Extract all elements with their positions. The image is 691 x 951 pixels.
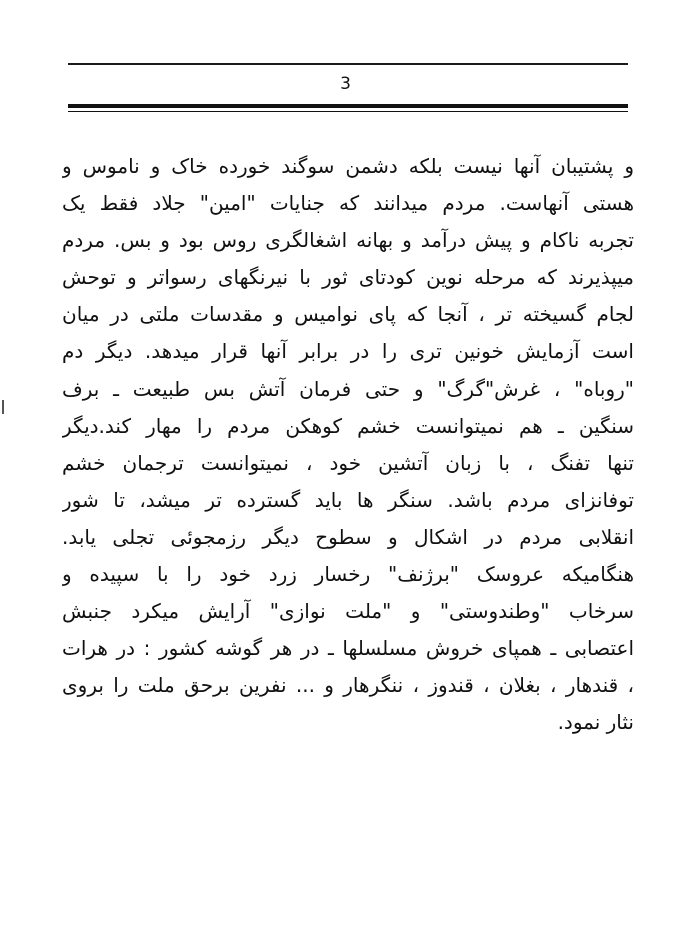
text-line: هستی آنهاست. مردم میدانند که جنایات "امین" جلاد فقط یک	[62, 191, 634, 216]
body-text	[62, 148, 634, 742]
page-number: 3	[340, 74, 351, 94]
text-line: تنها تفنگ ، با زبان آتشین خود ، نمیتوانست ترجمان خشم	[62, 450, 634, 475]
text-line: لجام گسیخته تر ، آنجا که پای نوامیس و مقدسات ملتی در میان	[62, 302, 634, 327]
text-line: اعتصابی ـ همپای خروش مسلسلها ـ در هر گوشه کشور : در هرات	[62, 636, 634, 661]
text-line: "روباه" ، غرش"گرگ" و حتی فرمان آتش بس طبیعت ـ برف	[62, 376, 634, 401]
text-line: سرخاب "وطندوستی" و "ملت نوازی" آرایش میکرد جنبش	[62, 599, 634, 624]
text-line: توفانزای مردم باشد. سنگر ها باید گسترده تر میشد، تا شور	[62, 487, 634, 512]
header-thick-rule	[68, 104, 628, 108]
text-line: و پشتیبان آنها نیست بلکه دشمن سوگند خورده خاک و ناموس و	[62, 154, 634, 178]
text-line: سنگین ـ هم نمیتوانست خشم کوهکن مردم را مهار کند.دیگر	[62, 413, 634, 438]
text-line: هنگامیکه عروسک "برژنف" رخسار زرد خود را با سپیده و	[62, 562, 634, 587]
text-line: تجربه ناکام و پیش درآمد و بهانه اشغالگری روس بود و بس. مردم	[62, 228, 634, 253]
header-thin-rule	[68, 111, 628, 112]
header-top-rule	[68, 63, 628, 65]
text-line: میپذیرند که مرحله نوین کودتای ثور با نیرنگهای رسواتر و توحش	[62, 265, 634, 290]
text-line: است آزمایش خونین تری را در برابر آنها قرار میدهد. دیگر دم	[62, 339, 634, 364]
scan-margin-mark	[2, 400, 4, 414]
text-line: ، قندهار ، بغلان ، قندوز ، ننگرهار و ... نفرین برحق ملت را بروی	[62, 673, 634, 698]
text-line-last: نثار نمود.	[557, 710, 634, 735]
text-line: انقلابی مردم در اشکال و سطوح دیگر رزمجوئی تجلی یابد.	[62, 524, 634, 549]
